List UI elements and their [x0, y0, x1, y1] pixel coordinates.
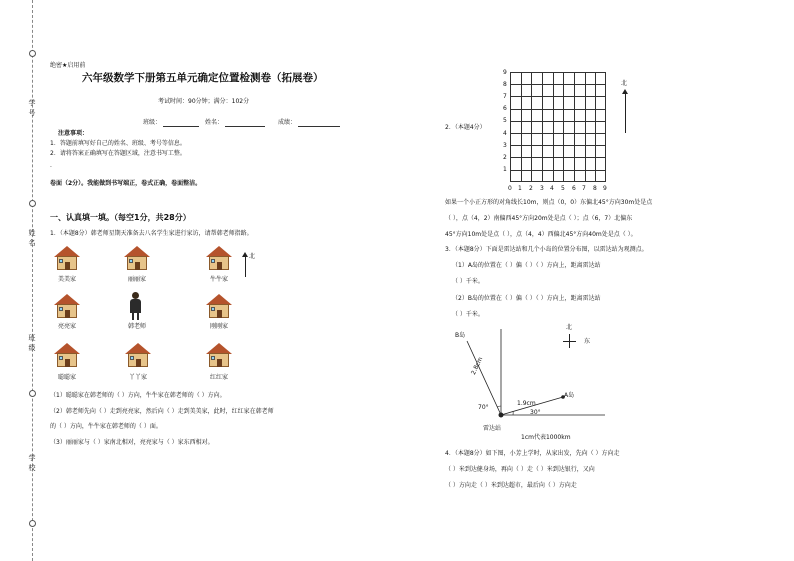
x-tick: 4: [550, 185, 554, 192]
house-label: 聪聪家: [57, 374, 76, 381]
b-distance-label: 2.8cm: [470, 356, 485, 376]
binding-hole: [29, 520, 36, 527]
question-intro: 3．（本题8分）下面是雷达站和几个小岛的位置分布图，以雷达站为观测点。: [445, 246, 648, 253]
question-line: 如果一个小正方形的对角线长10m，则点（0，0）东偏北45°方向30m处是点: [445, 199, 653, 206]
score-label: 成绩：: [278, 119, 297, 126]
house-label: 韩老师: [127, 323, 146, 330]
north-label: 北: [249, 253, 256, 260]
north-label: 北: [621, 80, 628, 87]
question-line: 4．（本题8分）如下图，小芳上学时，从家出发，先向（ ）方向走: [445, 450, 620, 457]
notes-title: 注意事项：: [58, 130, 89, 137]
house-icon: [54, 343, 80, 367]
a-angle-label: 30°: [530, 409, 541, 416]
house-label: 美美家: [57, 276, 76, 283]
house-label: 亮亮家: [57, 323, 76, 330]
question-line: （3）丽丽家与（ ）家南北相对，亮亮家与（ ）家东西相对。: [50, 439, 214, 446]
b-island-label: B岛: [455, 332, 466, 339]
y-tick: 8: [503, 81, 507, 88]
margin-char: 学: [28, 454, 36, 462]
x-tick: 2: [529, 185, 533, 192]
neatness-note: 卷面（2分）。我能做到书写端正，卷式正确，卷面整洁。: [50, 180, 202, 187]
name-field[interactable]: [225, 126, 265, 127]
x-tick: 7: [582, 185, 586, 192]
section-title: 一、认真填一填。（每空1分，共28分）: [50, 213, 191, 222]
house-label: 丫丫家: [128, 374, 147, 381]
margin-char: 学: [28, 99, 36, 107]
north-arrow-icon: [625, 93, 626, 133]
question-line: （1）聪聪家在韩老师的（ ）方向，牛牛家在韩老师的（ ）方向。: [50, 392, 226, 399]
binding-margin: [0, 0, 44, 561]
q2-label: 2．（本题4分）: [445, 124, 486, 131]
north-arrowhead-icon: [242, 252, 248, 257]
exam-info: 考试时间：90分钟；满分：102分: [158, 98, 250, 105]
question-intro: 1．（本题8分）韩老师星期天准备去八名学生家进行家访，请帮韩老师指路。: [50, 230, 253, 237]
page-title: 六年级数学下册第五单元确定位置检测卷（拓展卷）: [82, 72, 324, 84]
question-line: （1）A岛的位置在（ ）偏（ ）（ ）方向上，距离雷达站: [452, 262, 601, 269]
house-label: 牛牛家: [209, 276, 228, 283]
y-tick: 4: [503, 130, 507, 137]
binding-hole: [29, 390, 36, 397]
station-label: 雷达站: [483, 425, 502, 432]
house-label: 丽丽家: [127, 276, 146, 283]
a-distance-label: 1.9cm: [517, 400, 536, 407]
x-tick: 9: [603, 185, 607, 192]
x-tick: 5: [561, 185, 565, 192]
y-tick: 3: [503, 142, 507, 149]
question-line: （ ）千米。: [452, 311, 484, 318]
binding-dashed-line: [32, 0, 33, 561]
question-line: （ ）方向走（ ）米到达超市，最后向（ ）方向走: [445, 482, 577, 489]
house-icon: [54, 246, 80, 270]
compass-cross-icon: [563, 341, 576, 342]
question-line: （ ）千米。: [452, 278, 484, 285]
y-tick: 2: [503, 154, 507, 161]
question-line: （2）韩老师先向（ ）走到亮亮家，然后向（ ）走到美美家，此时，红红家在韩老师: [50, 408, 274, 415]
class-label: 班级：: [143, 119, 162, 126]
note-item: 2．请将答案正确填写在答题区域，注意书写工整。: [50, 150, 186, 157]
x-tick: 1: [518, 185, 522, 192]
question-line: （2）B岛的位置在（ ）偏（ ）（ ）方向上，距离雷达站: [452, 295, 601, 302]
y-tick: 1: [503, 166, 507, 173]
binding-hole: [29, 200, 36, 207]
margin-char: 姓: [28, 229, 36, 237]
x-tick: 0: [508, 185, 512, 192]
house-icon: [54, 294, 80, 318]
house-icon: [206, 294, 232, 318]
y-tick: 7: [503, 93, 507, 100]
house-label: 刚刚家: [209, 323, 228, 330]
question-line: 45°方向10m处是点（ ），点（4，4）西偏北45°方向40m处是点（ ）。: [445, 231, 637, 238]
y-tick: 9: [503, 69, 507, 76]
y-tick: 5: [503, 117, 507, 124]
note-item: 1．答题前填写好自己的姓名、班级、考号等信息。: [50, 140, 186, 147]
north-arrow-icon: [245, 255, 246, 277]
compass-east-label: 东: [584, 338, 591, 345]
radar-station-point: [499, 413, 504, 418]
name-label: 姓名：: [205, 119, 224, 126]
margin-char: 名: [28, 239, 36, 247]
note-dot: .: [50, 162, 52, 169]
question-line: （ ）米到达健身场，再向（ ）走（ ）米到达银行，又向: [445, 466, 595, 473]
coordinate-grid: [510, 72, 606, 182]
x-tick: 8: [593, 185, 597, 192]
house-icon: [125, 343, 151, 367]
margin-char: 级: [28, 344, 36, 352]
house-icon: [206, 343, 232, 367]
secret-label: 绝密★启用前: [50, 62, 86, 69]
class-field[interactable]: [163, 126, 199, 127]
teacher-icon: [129, 292, 141, 320]
scale-label: 1cm代表1000km: [521, 434, 571, 441]
a-island-label: A岛: [564, 392, 575, 399]
compass-north-label: 北: [566, 324, 573, 331]
house-label: 红红家: [209, 374, 228, 381]
x-tick: 6: [572, 185, 576, 192]
question-line: （ ），点（4，2）南偏西45°方向20m处是点（ ）；点（6，7）北偏东: [445, 215, 633, 222]
y-tick: 6: [503, 105, 507, 112]
house-icon: [206, 246, 232, 270]
margin-char: 号: [28, 109, 36, 117]
margin-char: 校: [28, 464, 36, 472]
score-field[interactable]: [298, 126, 340, 127]
house-icon: [124, 246, 150, 270]
x-tick: 3: [540, 185, 544, 192]
north-arrowhead-icon: [622, 89, 628, 94]
binding-hole: [29, 50, 36, 57]
question-line: 的（ ）方向，牛牛家在韩老师的（ ）面。: [50, 423, 162, 430]
b-angle-label: 70°: [478, 404, 489, 411]
margin-char: 班: [28, 334, 36, 342]
